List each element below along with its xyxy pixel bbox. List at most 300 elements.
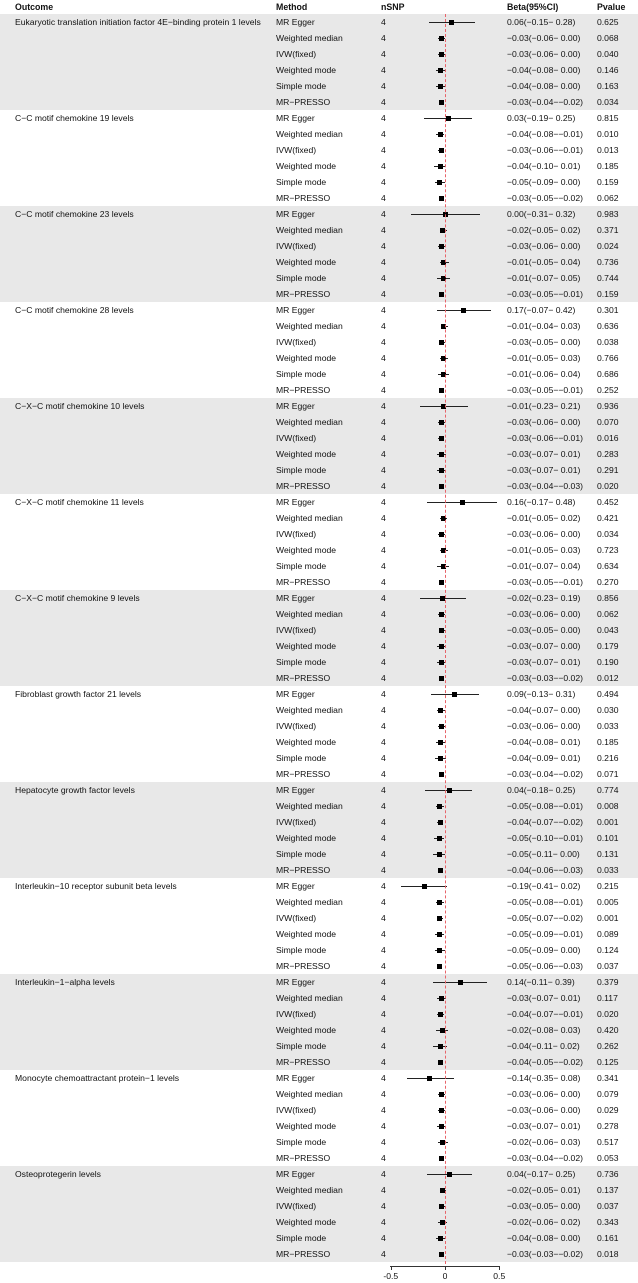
nsnp-value: 4 <box>381 545 386 555</box>
nsnp-value: 4 <box>381 81 386 91</box>
pvalue: 0.723 <box>597 545 619 555</box>
nsnp-value: 4 <box>381 33 386 43</box>
nsnp-value: 4 <box>381 385 386 395</box>
outcome-label: C−C motif chemokine 19 levels <box>15 113 134 123</box>
pvalue: 0.033 <box>597 865 619 875</box>
nsnp-value: 4 <box>381 593 386 603</box>
beta-ci-value: −0.03(−0.06− 0.00) <box>507 529 581 539</box>
method-label: IVW(fixed) <box>276 817 317 827</box>
beta-ci-value: 0.09(−0.13− 0.31) <box>507 689 576 699</box>
pvalue: 0.071 <box>597 769 619 779</box>
nsnp-value: 4 <box>381 577 386 587</box>
pvalue: 0.291 <box>597 465 619 475</box>
beta-ci-value: −0.01(−0.07− 0.05) <box>507 273 581 283</box>
point-estimate-marker <box>439 340 444 345</box>
beta-ci-value: −0.02(−0.05− 0.02) <box>507 225 581 235</box>
nsnp-value: 4 <box>381 769 386 779</box>
outcome-label: C−X−C motif chemokine 11 levels <box>15 497 144 507</box>
nsnp-value: 4 <box>381 913 386 923</box>
nsnp-value: 4 <box>381 193 386 203</box>
point-estimate-marker <box>437 836 442 841</box>
method-label: Simple mode <box>276 465 327 475</box>
beta-ci-value: −0.04(−0.08− 0.00) <box>507 65 581 75</box>
method-label: Weighted mode <box>276 641 337 651</box>
beta-ci-value: −0.01(−0.04− 0.03) <box>507 321 581 331</box>
beta-ci-value: −0.03(−0.05−−0.01) <box>507 289 583 299</box>
pvalue: 0.636 <box>597 321 619 331</box>
point-estimate-marker <box>439 468 444 473</box>
nsnp-value: 4 <box>381 1121 386 1131</box>
nsnp-value: 4 <box>381 465 386 475</box>
pvalue: 0.341 <box>597 1073 619 1083</box>
pvalue: 0.856 <box>597 593 619 603</box>
beta-ci-value: −0.03(−0.06−−0.01) <box>507 433 583 443</box>
header-method: Method <box>276 2 308 12</box>
method-label: MR Egger <box>276 401 315 411</box>
nsnp-value: 4 <box>381 337 386 347</box>
pvalue: 0.185 <box>597 737 619 747</box>
pvalue: 0.040 <box>597 49 619 59</box>
point-estimate-marker <box>439 1156 444 1161</box>
method-label: IVW(fixed) <box>276 337 317 347</box>
nsnp-value: 4 <box>381 241 386 251</box>
outcome-label: C−X−C motif chemokine 9 levels <box>15 593 140 603</box>
beta-ci-value: −0.03(−0.04−−0.02) <box>507 769 583 779</box>
beta-ci-value: −0.01(−0.05− 0.02) <box>507 513 581 523</box>
pvalue: 0.936 <box>597 401 619 411</box>
nsnp-value: 4 <box>381 609 386 619</box>
outcome-label: Monocyte chemoattractant protein−1 levels <box>15 1073 180 1083</box>
method-label: MR Egger <box>276 497 315 507</box>
nsnp-value: 4 <box>381 1073 386 1083</box>
outcome-group <box>0 878 638 974</box>
point-estimate-marker <box>439 612 444 617</box>
method-label: MR−PRESSO <box>276 577 331 587</box>
nsnp-value: 4 <box>381 209 386 219</box>
point-estimate-marker <box>427 1076 432 1081</box>
outcome-group <box>0 974 638 1070</box>
outcome-label: Interleukin−1−alpha levels <box>15 977 115 987</box>
method-label: Simple mode <box>276 945 327 955</box>
outcome-label: Osteoprotegerin levels <box>15 1169 101 1179</box>
nsnp-value: 4 <box>381 1249 386 1259</box>
point-estimate-marker <box>439 1252 444 1257</box>
pvalue: 0.034 <box>597 529 619 539</box>
pvalue: 0.117 <box>597 993 618 1003</box>
nsnp-value: 4 <box>381 1153 386 1163</box>
point-estimate-marker <box>437 964 442 969</box>
beta-ci-value: −0.03(−0.07− 0.01) <box>507 993 581 1003</box>
pvalue: 0.736 <box>597 257 619 267</box>
point-estimate-marker <box>439 644 444 649</box>
beta-ci-value: −0.02(−0.23− 0.19) <box>507 593 581 603</box>
method-label: Weighted mode <box>276 1121 337 1131</box>
beta-ci-value: −0.03(−0.06− 0.00) <box>507 49 581 59</box>
method-label: Weighted mode <box>276 65 337 75</box>
beta-ci-value: 0.06(−0.15− 0.28) <box>507 17 576 27</box>
method-label: MR Egger <box>276 209 315 219</box>
method-label: Weighted median <box>276 801 343 811</box>
method-label: MR−PRESSO <box>276 1153 331 1163</box>
method-label: MR−PRESSO <box>276 961 331 971</box>
beta-ci-value: 0.03(−0.19− 0.25) <box>507 113 576 123</box>
point-estimate-marker <box>452 692 457 697</box>
method-label: Weighted mode <box>276 1025 337 1035</box>
beta-ci-value: −0.19(−0.41− 0.02) <box>507 881 581 891</box>
pvalue: 0.029 <box>597 1105 619 1115</box>
point-estimate-marker <box>438 756 443 761</box>
nsnp-value: 4 <box>381 881 386 891</box>
beta-ci-value: −0.03(−0.05− 0.00) <box>507 337 581 347</box>
method-label: IVW(fixed) <box>276 913 317 923</box>
point-estimate-marker <box>439 580 444 585</box>
beta-ci-value: −0.04(−0.07− 0.00) <box>507 705 581 715</box>
pvalue: 0.062 <box>597 609 619 619</box>
method-label: MR−PRESSO <box>276 769 331 779</box>
beta-ci-value: 0.14(−0.11− 0.39) <box>507 977 575 987</box>
point-estimate-marker <box>439 1204 444 1209</box>
method-label: IVW(fixed) <box>276 49 317 59</box>
nsnp-value: 4 <box>381 833 386 843</box>
method-label: MR Egger <box>276 1169 315 1179</box>
method-label: IVW(fixed) <box>276 721 317 731</box>
point-estimate-marker <box>437 948 442 953</box>
nsnp-value: 4 <box>381 417 386 427</box>
nsnp-value: 4 <box>381 1057 386 1067</box>
nsnp-value: 4 <box>381 929 386 939</box>
point-estimate-marker <box>437 180 442 185</box>
beta-ci-value: −0.03(−0.06− 0.00) <box>507 721 581 731</box>
method-label: MR Egger <box>276 113 315 123</box>
point-estimate-marker <box>439 420 444 425</box>
outcome-group <box>0 1166 638 1262</box>
nsnp-value: 4 <box>381 785 386 795</box>
pvalue: 0.625 <box>597 17 619 27</box>
beta-ci-value: −0.05(−0.08−−0.01) <box>507 897 583 907</box>
beta-ci-value: −0.03(−0.04−−0.03) <box>507 481 583 491</box>
nsnp-value: 4 <box>381 625 386 635</box>
point-estimate-marker <box>439 388 444 393</box>
point-estimate-marker <box>438 68 443 73</box>
pvalue: 0.013 <box>597 145 619 155</box>
method-label: Weighted median <box>276 897 343 907</box>
method-label: Weighted median <box>276 513 343 523</box>
method-label: Weighted median <box>276 417 343 427</box>
method-label: Simple mode <box>276 369 327 379</box>
method-label: IVW(fixed) <box>276 529 317 539</box>
nsnp-value: 4 <box>381 561 386 571</box>
nsnp-value: 4 <box>381 257 386 267</box>
method-label: Simple mode <box>276 81 327 91</box>
beta-ci-value: −0.03(−0.07− 0.01) <box>507 1121 581 1131</box>
pvalue: 0.494 <box>597 689 619 699</box>
nsnp-value: 4 <box>381 1025 386 1035</box>
nsnp-value: 4 <box>381 705 386 715</box>
nsnp-value: 4 <box>381 353 386 363</box>
point-estimate-marker <box>439 36 444 41</box>
outcome-label: Fibroblast growth factor 21 levels <box>15 689 142 699</box>
beta-ci-value: −0.04(−0.07−−0.01) <box>507 1009 583 1019</box>
nsnp-value: 4 <box>381 497 386 507</box>
method-label: Weighted mode <box>276 833 337 843</box>
pvalue: 0.043 <box>597 625 619 635</box>
method-label: Weighted mode <box>276 545 337 555</box>
beta-ci-value: −0.02(−0.06− 0.02) <box>507 1217 581 1227</box>
beta-ci-value: −0.03(−0.04−−0.02) <box>507 97 583 107</box>
method-label: IVW(fixed) <box>276 433 317 443</box>
nsnp-value: 4 <box>381 433 386 443</box>
pvalue: 0.001 <box>597 817 619 827</box>
beta-ci-value: −0.05(−0.09−−0.01) <box>507 929 583 939</box>
beta-ci-value: −0.04(−0.08− 0.01) <box>507 737 581 747</box>
nsnp-value: 4 <box>381 753 386 763</box>
point-estimate-marker <box>439 660 444 665</box>
beta-ci-value: −0.03(−0.03−−0.02) <box>507 1249 583 1259</box>
point-estimate-marker <box>437 900 442 905</box>
method-label: Simple mode <box>276 1041 327 1051</box>
pvalue: 0.020 <box>597 481 619 491</box>
point-estimate-marker <box>438 820 443 825</box>
point-estimate-marker <box>439 292 444 297</box>
method-label: Weighted mode <box>276 737 337 747</box>
nsnp-value: 4 <box>381 49 386 59</box>
beta-ci-value: −0.04(−0.09− 0.01) <box>507 753 581 763</box>
nsnp-value: 4 <box>381 369 386 379</box>
pvalue: 0.005 <box>597 897 619 907</box>
method-label: MR Egger <box>276 881 315 891</box>
point-estimate-marker <box>439 772 444 777</box>
beta-ci-value: 0.04(−0.17− 0.25) <box>507 1169 576 1179</box>
beta-ci-value: −0.05(−0.06−−0.03) <box>507 961 583 971</box>
pvalue: 0.179 <box>597 641 619 651</box>
beta-ci-value: −0.03(−0.06−−0.01) <box>507 145 583 155</box>
nsnp-value: 4 <box>381 513 386 523</box>
nsnp-value: 4 <box>381 289 386 299</box>
method-label: MR Egger <box>276 977 315 987</box>
outcome-group <box>0 494 638 590</box>
pvalue: 0.034 <box>597 97 619 107</box>
point-estimate-marker <box>439 724 444 729</box>
beta-ci-value: −0.01(−0.07− 0.04) <box>507 561 581 571</box>
pvalue: 0.037 <box>597 961 619 971</box>
beta-ci-value: −0.03(−0.06− 0.00) <box>507 1105 581 1115</box>
method-label: MR−PRESSO <box>276 193 331 203</box>
outcome-group <box>0 206 638 302</box>
method-label: Simple mode <box>276 657 327 667</box>
point-estimate-marker <box>439 676 444 681</box>
pvalue: 0.190 <box>597 657 619 667</box>
method-label: Weighted mode <box>276 929 337 939</box>
beta-ci-value: 0.16(−0.17− 0.48) <box>507 497 576 507</box>
point-estimate-marker <box>437 916 442 921</box>
method-label: Simple mode <box>276 1137 327 1147</box>
nsnp-value: 4 <box>381 1233 386 1243</box>
pvalue: 0.146 <box>597 65 619 75</box>
beta-ci-value: −0.01(−0.06− 0.04) <box>507 369 581 379</box>
pvalue: 0.024 <box>597 241 619 251</box>
point-estimate-marker <box>447 1172 452 1177</box>
method-label: MR−PRESSO <box>276 385 331 395</box>
header-nsnp: nSNP <box>381 2 405 12</box>
method-label: MR−PRESSO <box>276 97 331 107</box>
method-label: Simple mode <box>276 849 327 859</box>
pvalue: 0.215 <box>597 881 619 891</box>
point-estimate-marker <box>439 532 444 537</box>
beta-ci-value: −0.05(−0.11− 0.00) <box>507 849 580 859</box>
pvalue: 0.161 <box>597 1233 619 1243</box>
outcome-label: C−C motif chemokine 23 levels <box>15 209 134 219</box>
beta-ci-value: −0.04(−0.10− 0.01) <box>507 161 581 171</box>
beta-ci-value: −0.03(−0.03−−0.02) <box>507 673 583 683</box>
nsnp-value: 4 <box>381 961 386 971</box>
point-estimate-marker <box>438 868 443 873</box>
pvalue: 0.016 <box>597 433 619 443</box>
point-estimate-marker <box>422 884 427 889</box>
method-label: IVW(fixed) <box>276 1201 317 1211</box>
nsnp-value: 4 <box>381 481 386 491</box>
pvalue: 0.452 <box>597 497 619 507</box>
method-label: Weighted mode <box>276 353 337 363</box>
point-estimate-marker <box>439 484 444 489</box>
nsnp-value: 4 <box>381 129 386 139</box>
beta-ci-value: −0.04(−0.08− 0.00) <box>507 81 581 91</box>
pvalue: 0.517 <box>597 1137 619 1147</box>
point-estimate-marker <box>439 100 444 105</box>
point-estimate-marker <box>438 1236 443 1241</box>
method-label: MR−PRESSO <box>276 865 331 875</box>
method-label: IVW(fixed) <box>276 145 317 155</box>
method-label: Weighted mode <box>276 161 337 171</box>
method-label: MR−PRESSO <box>276 1249 331 1259</box>
method-label: MR Egger <box>276 593 315 603</box>
nsnp-value: 4 <box>381 1185 386 1195</box>
pvalue: 0.008 <box>597 801 619 811</box>
method-label: MR Egger <box>276 689 315 699</box>
method-label: MR Egger <box>276 17 315 27</box>
point-estimate-marker <box>439 436 444 441</box>
pvalue: 0.101 <box>597 833 619 843</box>
nsnp-value: 4 <box>381 1169 386 1179</box>
beta-ci-value: −0.05(−0.08−−0.01) <box>507 801 583 811</box>
nsnp-value: 4 <box>381 897 386 907</box>
beta-ci-value: −0.03(−0.04−−0.02) <box>507 1153 583 1163</box>
beta-ci-value: −0.03(−0.05−−0.01) <box>507 577 583 587</box>
x-axis-tick <box>499 1266 500 1270</box>
method-label: Simple mode <box>276 177 327 187</box>
nsnp-value: 4 <box>381 737 386 747</box>
point-estimate-marker <box>438 1060 443 1065</box>
outcome-group <box>0 110 638 206</box>
beta-ci-value: −0.03(−0.06− 0.00) <box>507 33 581 43</box>
method-label: IVW(fixed) <box>276 625 317 635</box>
beta-ci-value: −0.01(−0.05− 0.04) <box>507 257 581 267</box>
beta-ci-value: −0.01(−0.05− 0.03) <box>507 545 581 555</box>
beta-ci-value: −0.05(−0.07−−0.02) <box>507 913 583 923</box>
nsnp-value: 4 <box>381 145 386 155</box>
nsnp-value: 4 <box>381 801 386 811</box>
beta-ci-value: −0.05(−0.09− 0.00) <box>507 177 581 187</box>
point-estimate-marker <box>439 1108 444 1113</box>
nsnp-value: 4 <box>381 17 386 27</box>
method-label: Weighted mode <box>276 257 337 267</box>
nsnp-value: 4 <box>381 225 386 235</box>
pvalue: 0.185 <box>597 161 619 171</box>
method-label: Simple mode <box>276 1233 327 1243</box>
beta-ci-value: −0.03(−0.06− 0.00) <box>507 1089 581 1099</box>
point-estimate-marker <box>438 164 443 169</box>
nsnp-value: 4 <box>381 657 386 667</box>
outcome-label: Hepatocyte growth factor levels <box>15 785 135 795</box>
beta-ci-value: −0.03(−0.05− 0.00) <box>507 625 581 635</box>
nsnp-value: 4 <box>381 177 386 187</box>
beta-ci-value: −0.03(−0.07− 0.01) <box>507 465 581 475</box>
nsnp-value: 4 <box>381 1105 386 1115</box>
beta-ci-value: −0.03(−0.06− 0.00) <box>507 417 581 427</box>
beta-ci-value: 0.17(−0.07− 0.42) <box>507 305 576 315</box>
beta-ci-value: −0.03(−0.06− 0.00) <box>507 241 581 251</box>
x-axis-tick-label: -0.5 <box>383 1271 399 1281</box>
pvalue: 0.030 <box>597 705 619 715</box>
outcome-group <box>0 590 638 686</box>
point-estimate-marker <box>437 852 442 857</box>
point-estimate-marker <box>438 1044 443 1049</box>
beta-ci-value: −0.01(−0.23− 0.21) <box>507 401 581 411</box>
nsnp-value: 4 <box>381 1041 386 1051</box>
point-estimate-marker <box>438 740 443 745</box>
outcome-label: Eukaryotic translation initiation factor 4E−binding protein 1 levels <box>15 17 261 27</box>
point-estimate-marker <box>437 804 442 809</box>
beta-ci-value: −0.03(−0.05− 0.00) <box>507 1201 581 1211</box>
point-estimate-marker <box>439 148 444 153</box>
pvalue: 0.421 <box>597 513 619 523</box>
x-axis-tick <box>445 1266 446 1270</box>
pvalue: 0.343 <box>597 1217 619 1227</box>
x-axis-tick <box>391 1266 392 1270</box>
x-axis-tick-label: 0 <box>442 1271 448 1281</box>
pvalue: 0.159 <box>597 177 619 187</box>
pvalue: 0.037 <box>597 1201 619 1211</box>
nsnp-value: 4 <box>381 401 386 411</box>
pvalue: 0.053 <box>597 1153 619 1163</box>
pvalue: 0.079 <box>597 1089 619 1099</box>
nsnp-value: 4 <box>381 449 386 459</box>
beta-ci-value: −0.04(−0.06−−0.03) <box>507 865 583 875</box>
nsnp-value: 4 <box>381 721 386 731</box>
beta-ci-value: −0.02(−0.06− 0.03) <box>507 1137 581 1147</box>
pvalue: 0.020 <box>597 1009 619 1019</box>
pvalue: 0.012 <box>597 673 619 683</box>
pvalue: 0.371 <box>597 225 619 235</box>
method-label: IVW(fixed) <box>276 1009 317 1019</box>
pvalue: 0.001 <box>597 913 619 923</box>
pvalue: 0.038 <box>597 337 619 347</box>
point-estimate-marker <box>460 500 465 505</box>
pvalue: 0.089 <box>597 929 619 939</box>
method-label: IVW(fixed) <box>276 1105 317 1115</box>
method-label: Weighted median <box>276 33 343 43</box>
beta-ci-value: −0.02(−0.05− 0.01) <box>507 1185 581 1195</box>
point-estimate-marker <box>439 452 444 457</box>
nsnp-value: 4 <box>381 641 386 651</box>
pvalue: 0.068 <box>597 33 619 43</box>
point-estimate-marker <box>461 308 466 313</box>
method-label: Weighted median <box>276 1185 343 1195</box>
pvalue: 0.010 <box>597 129 619 139</box>
point-estimate-marker <box>449 20 454 25</box>
beta-ci-value: −0.14(−0.35− 0.08) <box>507 1073 581 1083</box>
beta-ci-value: −0.04(−0.11− 0.02) <box>507 1041 580 1051</box>
header-outcome: Outcome <box>15 2 54 12</box>
